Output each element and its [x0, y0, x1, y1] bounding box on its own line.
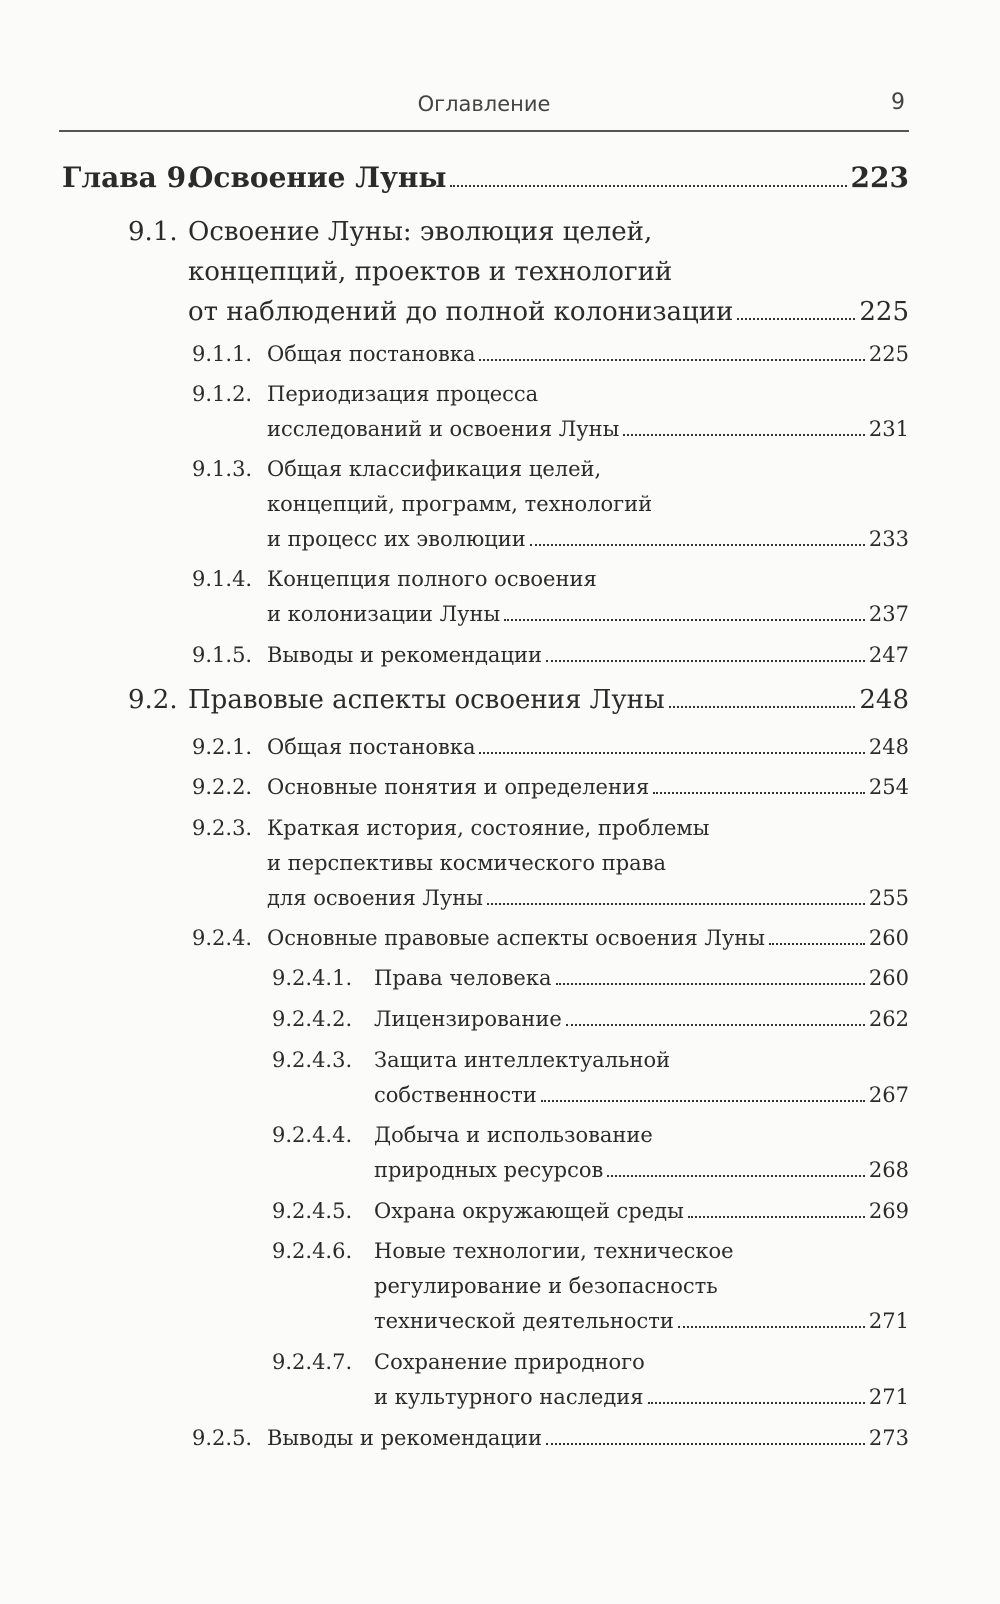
toc-title-line: от наблюдений до полной колонизации	[188, 297, 734, 327]
toc-title-line: Периодизация процесса	[267, 382, 539, 406]
toc-title-line: Сохранение природного	[374, 1350, 645, 1374]
toc-entry	[128, 680, 909, 720]
toc-chapter-9	[62, 160, 909, 196]
dot-leader	[688, 1216, 865, 1218]
toc-entry	[272, 1194, 909, 1229]
toc-title-line: Выводы и рекомендации	[267, 643, 542, 667]
toc-entry	[192, 452, 909, 557]
toc-number: 9.1.1.	[192, 342, 253, 366]
toc-title-line: Освоение Луны: эволюция целей,	[188, 217, 653, 247]
dot-leader	[556, 983, 865, 985]
toc-number: 9.2.4.1.	[272, 966, 353, 990]
toc-title-line: природных ресурсов	[374, 1158, 604, 1182]
toc-entry	[192, 337, 909, 372]
toc-number: 9.2.4.6.	[272, 1239, 353, 1263]
toc-entry	[192, 1421, 909, 1456]
dot-leader	[607, 1175, 865, 1177]
toc-title-line: Правовые аспекты освоения Луны	[188, 685, 665, 715]
toc-title-line: для освоения Луны	[267, 886, 483, 910]
toc-title-line: и культурного наследия	[374, 1385, 644, 1409]
toc-entry	[192, 770, 909, 805]
toc-number: 9.2.	[128, 685, 178, 715]
toc-title-line: Общая постановка	[267, 735, 476, 759]
dot-leader	[479, 752, 864, 754]
dot-leader	[541, 1100, 865, 1102]
toc-entry	[128, 212, 909, 332]
toc-number: 9.1.2.	[192, 382, 253, 406]
toc-number: 9.2.2.	[192, 775, 253, 799]
dot-leader	[530, 544, 865, 546]
toc-page: 225	[859, 297, 909, 327]
toc-title-line: Краткая история, состояние, проблемы	[267, 816, 710, 840]
toc-page: 260	[868, 926, 909, 950]
toc-title-line: Лицензирование	[374, 1007, 562, 1031]
toc-title-line: Основные правовые аспекты освоения Луны	[267, 926, 765, 950]
toc-number: 9.1.	[128, 217, 178, 247]
toc-number: 9.2.3.	[192, 816, 253, 840]
dot-leader	[669, 706, 856, 708]
toc-number: 9.2.4.4.	[272, 1123, 353, 1147]
dot-leader	[479, 359, 864, 361]
dot-leader	[487, 903, 865, 905]
toc-number: Глава 9.	[62, 161, 196, 194]
toc-page: 223	[850, 161, 909, 194]
toc-number: 9.2.4.5.	[272, 1199, 353, 1223]
toc-page: 271	[868, 1385, 909, 1409]
toc-page: 254	[868, 775, 909, 799]
page-number: 9	[891, 90, 905, 115]
toc-title-line: собственности	[374, 1083, 537, 1107]
toc-page: 267	[868, 1083, 909, 1107]
toc-title-line: Основные понятия и определения	[267, 775, 650, 799]
toc-page: 273	[868, 1426, 909, 1450]
dot-leader	[623, 434, 865, 436]
dot-leader	[504, 619, 865, 621]
toc-page: 237	[868, 602, 909, 626]
toc-page: 262	[868, 1007, 909, 1031]
toc-page: 269	[868, 1199, 909, 1223]
toc-page: 255	[868, 886, 909, 910]
toc-number: 9.2.4.	[192, 926, 253, 950]
toc-page: 248	[859, 685, 909, 715]
toc-number: 9.2.4.3.	[272, 1048, 353, 1072]
toc-page: 271	[868, 1309, 909, 1333]
toc-number: 9.2.5.	[192, 1426, 253, 1450]
toc-number: 9.1.4.	[192, 567, 253, 591]
running-header	[59, 86, 909, 132]
toc-page: 225	[868, 342, 909, 366]
toc-title-line: Освоение Луны	[189, 161, 447, 194]
toc-entry	[272, 1043, 909, 1113]
dot-leader	[546, 660, 865, 662]
toc-page: 260	[868, 966, 909, 990]
dot-leader	[566, 1024, 865, 1026]
toc-number: 9.1.5.	[192, 643, 253, 667]
running-header-title: Оглавление	[417, 92, 551, 116]
toc-entry	[272, 1118, 909, 1188]
toc-title-line: технической деятельности	[374, 1309, 674, 1333]
toc-page: 233	[868, 527, 909, 551]
toc-title-line: Защита интеллектуальной	[374, 1048, 671, 1072]
toc-page: 247	[868, 643, 909, 667]
toc-title-line: Охрана окружающей среды	[374, 1199, 684, 1223]
dot-leader	[450, 185, 846, 187]
toc-entry	[192, 921, 909, 956]
toc-entry	[272, 1234, 909, 1339]
toc-title-line: исследований и освоения Луны	[267, 417, 620, 441]
toc-number: 9.2.4.2.	[272, 1007, 353, 1031]
toc-title-line: Общая постановка	[267, 342, 476, 366]
toc-title-line: Выводы и рекомендации	[267, 1426, 542, 1450]
dot-leader	[678, 1326, 865, 1328]
toc-title-line: Концепция полного освоения	[267, 567, 597, 591]
toc-title-line: Добыча и использование	[374, 1123, 653, 1147]
toc-title-line: концепций, проектов и технологий	[188, 257, 673, 287]
toc-title-line: Общая классификация целей,	[267, 457, 602, 481]
toc-entry	[192, 377, 909, 447]
toc-title-line: и колонизации Луны	[267, 602, 501, 626]
dot-leader	[653, 792, 865, 794]
toc-entry	[272, 961, 909, 996]
dot-leader	[737, 318, 855, 320]
toc-title-line: и процесс их эволюции	[267, 527, 526, 551]
toc-title-line: регулирование и безопасность	[374, 1274, 718, 1298]
toc-entry	[192, 730, 909, 765]
toc-title-line: Новые технологии, техническое	[374, 1239, 734, 1263]
toc-title-line: концепций, программ, технологий	[267, 492, 653, 516]
toc-entry	[192, 811, 909, 916]
toc-entry	[192, 638, 909, 673]
toc-number: 9.1.3.	[192, 457, 253, 481]
toc-entry	[272, 1345, 909, 1415]
dot-leader	[546, 1443, 865, 1445]
toc-page: 268	[868, 1158, 909, 1182]
dot-leader	[648, 1402, 865, 1404]
toc-page: 231	[868, 417, 909, 441]
toc-title-line: и перспективы космического права	[267, 851, 666, 875]
toc-entry	[192, 562, 909, 632]
toc-entry	[272, 1002, 909, 1037]
toc-number: 9.2.1.	[192, 735, 253, 759]
toc-page: 248	[868, 735, 909, 759]
toc-number: 9.2.4.7.	[272, 1350, 353, 1374]
dot-leader	[769, 943, 865, 945]
toc-title-line: Права человека	[374, 966, 552, 990]
